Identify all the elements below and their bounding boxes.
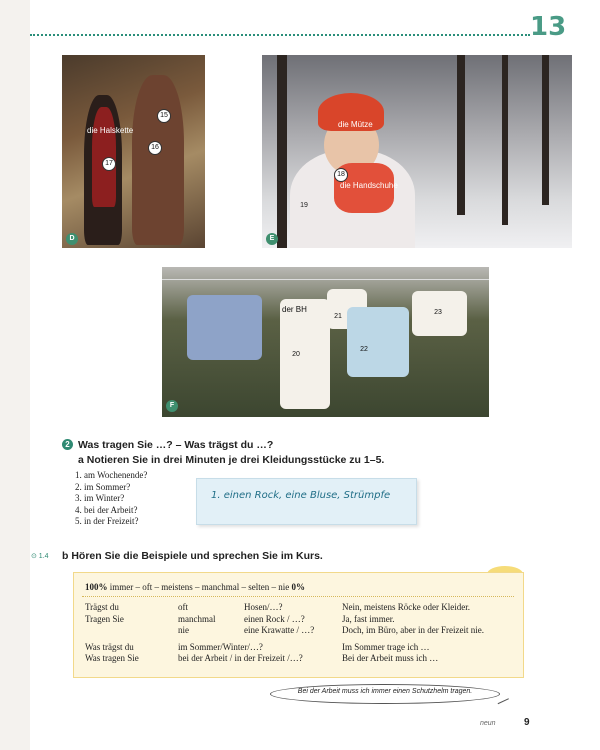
- clothesline: [162, 279, 489, 280]
- scale-end: 0%: [291, 582, 305, 592]
- occasion-list: [75, 470, 147, 528]
- cell: Nein, meistens Röcke oder Kleider.: [342, 602, 470, 612]
- list-item: 5. in der Freizeit?: [75, 516, 139, 526]
- number-marker: 23: [434, 309, 442, 316]
- chapter-number: 13: [530, 12, 567, 42]
- photo-letter-e: E: [266, 233, 278, 245]
- label-handschuhe: die Handschuhe: [340, 181, 398, 190]
- cell: einen Rock / …?: [244, 613, 305, 624]
- number-marker: 19: [300, 202, 308, 209]
- number-marker: 21: [334, 313, 342, 320]
- white-dress: [280, 299, 330, 409]
- number-marker: 22: [360, 346, 368, 353]
- cell: Was tragen Sie: [85, 653, 139, 663]
- cell: [85, 625, 139, 637]
- list-item: 4. bei der Arbeit?: [75, 504, 138, 515]
- label-muetze: die Mütze: [338, 120, 373, 129]
- exercise-number: 2: [62, 439, 73, 450]
- audio-track-icon: ⊙ 1.4: [31, 553, 49, 560]
- number-marker: 15: [157, 109, 171, 123]
- cell: Im Sommer trage ich …: [342, 641, 430, 652]
- frequency-box: [73, 572, 524, 678]
- scale-start: 100%: [85, 582, 108, 592]
- list-item: 3. im Winter?: [75, 493, 125, 503]
- number-marker: 20: [292, 351, 300, 358]
- header-divider: [30, 34, 530, 36]
- cell: Bei der Arbeit muss ich …: [342, 653, 439, 663]
- scale-middle: immer – oft – meistens – manchmal – selten – nie: [107, 582, 292, 592]
- tree-trunk: [502, 55, 508, 225]
- number-marker: 18: [334, 168, 348, 182]
- photo-f: [162, 267, 489, 417]
- cell: Ja, fast immer.: [342, 613, 395, 624]
- column-subject: [85, 602, 139, 665]
- column-answers: [342, 602, 484, 665]
- box-divider: [82, 596, 514, 597]
- photo-letter-d: D: [66, 233, 78, 245]
- number-marker: 17: [102, 157, 116, 171]
- cell: bei der Arbeit / in der Freizeit /…?: [178, 653, 303, 663]
- cell: manchmal: [178, 613, 216, 624]
- list-item: 1. am Wochenende?: [75, 470, 148, 480]
- tree-trunk: [542, 55, 549, 205]
- column-clothing: [244, 602, 314, 637]
- exercise-title: Was tragen Sie …? – Was trägst du …?: [78, 439, 274, 451]
- photo-e: [262, 55, 572, 248]
- tree-trunk: [277, 55, 287, 248]
- speech-bubble-text: Bei der Arbeit muss ich immer einen Schutzhelm tragen.: [297, 688, 473, 695]
- instruction-b: b Hören Sie die Beispiele und sprechen Sie im Kurs.: [62, 550, 323, 562]
- speech-bubble: [270, 684, 500, 704]
- cell: oft: [178, 602, 188, 612]
- photo-letter-f: F: [166, 400, 178, 412]
- cell: Trägst du: [85, 602, 119, 612]
- photo-d: [62, 55, 205, 248]
- blue-shirt: [347, 307, 409, 377]
- tree-trunk: [457, 55, 465, 215]
- cell: im Sommer/Winter/…?: [178, 641, 263, 652]
- cell: Tragen Sie: [85, 613, 124, 624]
- boxer-shorts: [187, 295, 262, 360]
- page-number-word: neun: [480, 720, 496, 727]
- cell: nie: [178, 625, 189, 635]
- frequency-scale: [85, 582, 305, 592]
- note-text: 1. einen Rock, eine Bluse, Strümpfe: [211, 490, 391, 501]
- list-item: 2. im Sommer?: [75, 481, 131, 492]
- number-marker: 16: [148, 141, 162, 155]
- cell: Hosen/…?: [244, 602, 283, 612]
- page-number: 9: [524, 717, 530, 728]
- cell: Doch, im Büro, aber in der Freizeit nie.: [342, 625, 484, 635]
- cell: eine Krawatte / …?: [244, 625, 315, 635]
- cell: Was trägst du: [85, 641, 134, 652]
- label-bh: der BH: [282, 305, 307, 314]
- example-note: [196, 478, 417, 525]
- label-halskette: die Halskette: [87, 126, 134, 135]
- instruction-a: a Notieren Sie in drei Minuten je drei Kleidungsstücke zu 1–5.: [78, 454, 385, 466]
- man-figure: [132, 75, 184, 245]
